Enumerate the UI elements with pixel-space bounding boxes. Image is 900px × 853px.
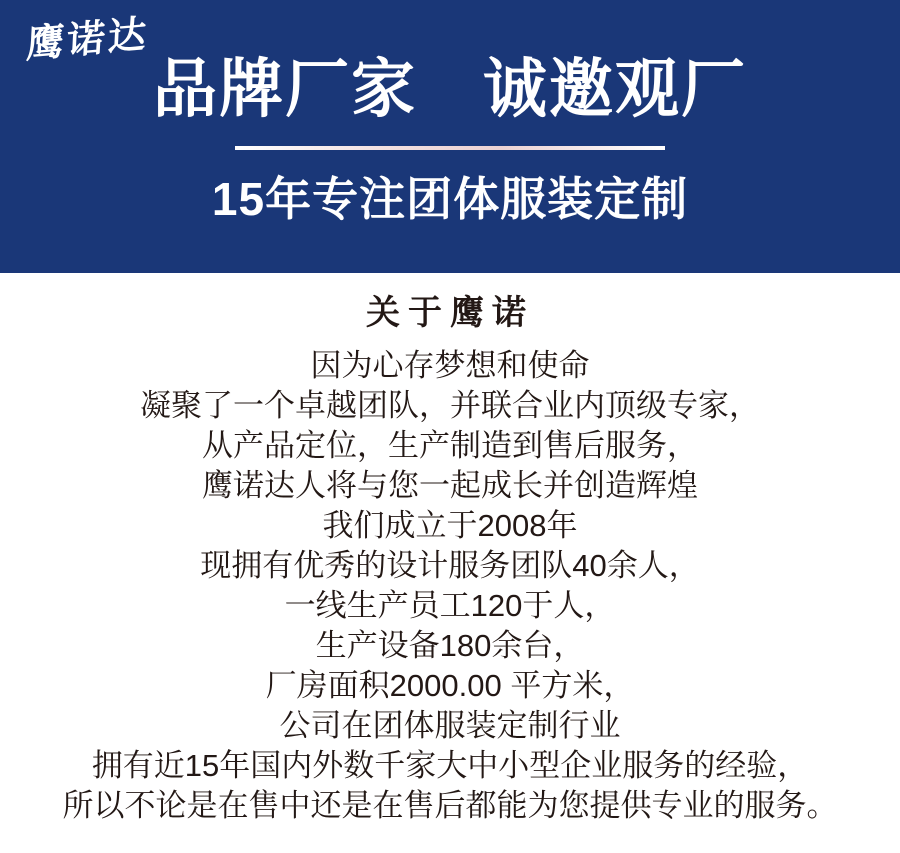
about-line: 所以不论是在售中还是在售后都能为您提供专业的服务。 bbox=[62, 788, 838, 823]
about-line: 生产设备180余台， bbox=[315, 628, 585, 663]
about-line: 一线生产员工120于人， bbox=[284, 588, 616, 623]
about-line: 因为心存梦想和使命 bbox=[310, 348, 590, 383]
about-line: 拥有近15年国内外数千家大中小型企业服务的经验， bbox=[91, 748, 809, 783]
about-section bbox=[0, 293, 900, 826]
about-line: 公司在团体服装定制行业 bbox=[279, 708, 621, 743]
about-line: 从产品定位，生产制造到售后服务， bbox=[202, 428, 698, 463]
about-line: 鹰诺达人将与您一起成长并创造辉煌 bbox=[202, 468, 698, 503]
banner bbox=[0, 0, 900, 273]
about-line: 凝聚了一个卓越团队，并联合业内顶级专家， bbox=[140, 388, 760, 423]
about-line: 现拥有优秀的设计服务团队40余人， bbox=[200, 548, 700, 583]
about-heading: 关于鹰诺 bbox=[366, 294, 534, 332]
banner-title: 品牌厂家 诚邀观厂 bbox=[153, 53, 747, 125]
divider-line bbox=[235, 146, 665, 150]
about-line: 厂房面积2000.00 平方米， bbox=[265, 668, 635, 703]
about-line: 我们成立于2008年 bbox=[322, 508, 578, 543]
banner-subtitle: 15年专注团体服装定制 bbox=[211, 173, 689, 225]
brand-logo: 鹰诺达 bbox=[25, 13, 150, 67]
